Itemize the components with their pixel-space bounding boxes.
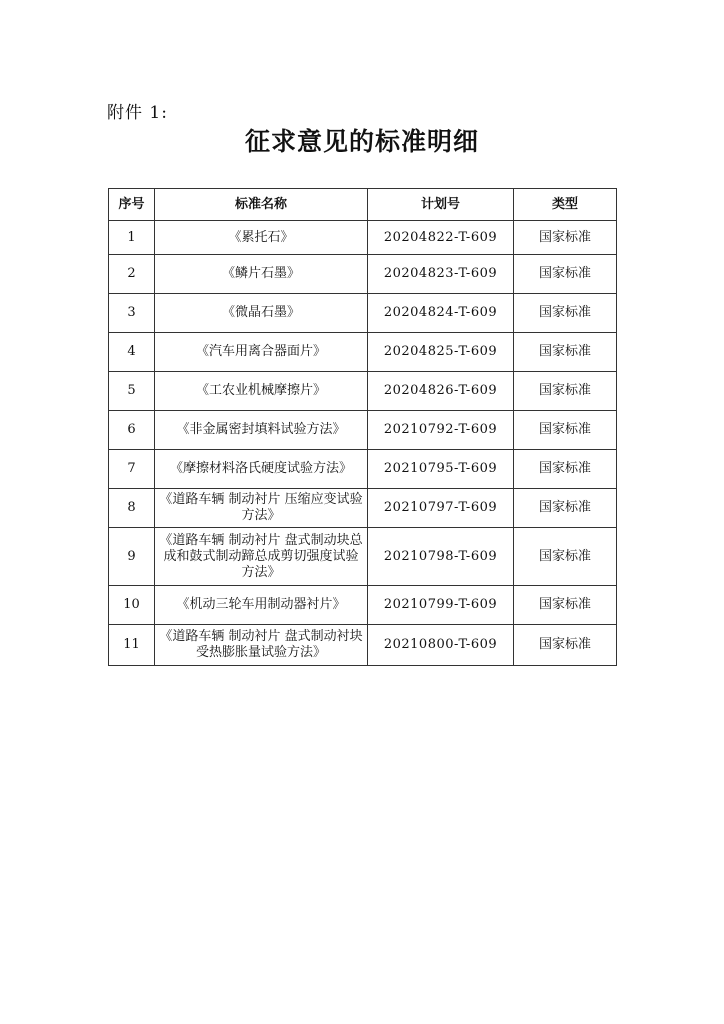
cell-name: 《工农业机械摩擦片》 (155, 372, 368, 411)
cell-no: 1 (109, 221, 155, 255)
cell-no: 8 (109, 489, 155, 528)
cell-plan: 20210797-T-609 (368, 489, 514, 528)
cell-type: 国家标准 (514, 411, 617, 450)
table-row (109, 294, 617, 333)
cell-name: 《道路车辆 制动衬片 压缩应变试验方法》 (155, 489, 368, 528)
cell-type: 国家标准 (514, 294, 617, 333)
table-row (109, 411, 617, 450)
cell-type: 国家标准 (514, 372, 617, 411)
cell-name: 《道路车辆 制动衬片 盘式制动块总成和鼓式制动蹄总成剪切强度试验方法》 (155, 528, 368, 586)
table-row (109, 255, 617, 294)
cell-name: 《道路车辆 制动衬片 盘式制动衬块受热膨胀量试验方法》 (155, 625, 368, 666)
cell-plan: 20210795-T-609 (368, 450, 514, 489)
cell-plan: 20210799-T-609 (368, 586, 514, 625)
table-header-row (109, 189, 617, 221)
table-row (109, 221, 617, 255)
cell-type: 国家标准 (514, 221, 617, 255)
cell-type: 国家标准 (514, 450, 617, 489)
cell-name: 《累托石》 (155, 221, 368, 255)
cell-no: 9 (109, 528, 155, 586)
cell-plan: 20210798-T-609 (368, 528, 514, 586)
cell-name: 《摩擦材料洛氏硬度试验方法》 (155, 450, 368, 489)
standards-table (108, 188, 617, 666)
cell-no: 4 (109, 333, 155, 372)
table-row (109, 489, 617, 528)
cell-type: 国家标准 (514, 489, 617, 528)
cell-no: 2 (109, 255, 155, 294)
cell-type: 国家标准 (514, 255, 617, 294)
cell-name: 《鳞片石墨》 (155, 255, 368, 294)
table-row (109, 450, 617, 489)
cell-name: 《非金属密封填料试验方法》 (155, 411, 368, 450)
attachment-label: 附件 1: (107, 103, 168, 123)
page-title: 征求意见的标准明细 (244, 127, 479, 156)
header-type: 类型 (514, 189, 617, 221)
table-row (109, 528, 617, 586)
cell-no: 6 (109, 411, 155, 450)
cell-no: 7 (109, 450, 155, 489)
cell-no: 5 (109, 372, 155, 411)
table-row (109, 333, 617, 372)
cell-plan: 20204825-T-609 (368, 333, 514, 372)
cell-plan: 20204824-T-609 (368, 294, 514, 333)
cell-name: 《汽车用离合器面片》 (155, 333, 368, 372)
cell-no: 11 (109, 625, 155, 666)
cell-type: 国家标准 (514, 625, 617, 666)
cell-plan: 20204826-T-609 (368, 372, 514, 411)
cell-plan: 20204823-T-609 (368, 255, 514, 294)
header-name: 标准名称 (155, 189, 368, 221)
cell-type: 国家标准 (514, 528, 617, 586)
header-plan: 计划号 (368, 189, 514, 221)
cell-plan: 20210800-T-609 (368, 625, 514, 666)
header-no: 序号 (109, 189, 155, 221)
cell-type: 国家标准 (514, 333, 617, 372)
table-row (109, 372, 617, 411)
cell-no: 3 (109, 294, 155, 333)
table-row (109, 586, 617, 625)
cell-plan: 20210792-T-609 (368, 411, 514, 450)
cell-no: 10 (109, 586, 155, 625)
cell-plan: 20204822-T-609 (368, 221, 514, 255)
cell-type: 国家标准 (514, 586, 617, 625)
cell-name: 《机动三轮车用制动器衬片》 (155, 586, 368, 625)
cell-name: 《微晶石墨》 (155, 294, 368, 333)
table-row (109, 625, 617, 666)
